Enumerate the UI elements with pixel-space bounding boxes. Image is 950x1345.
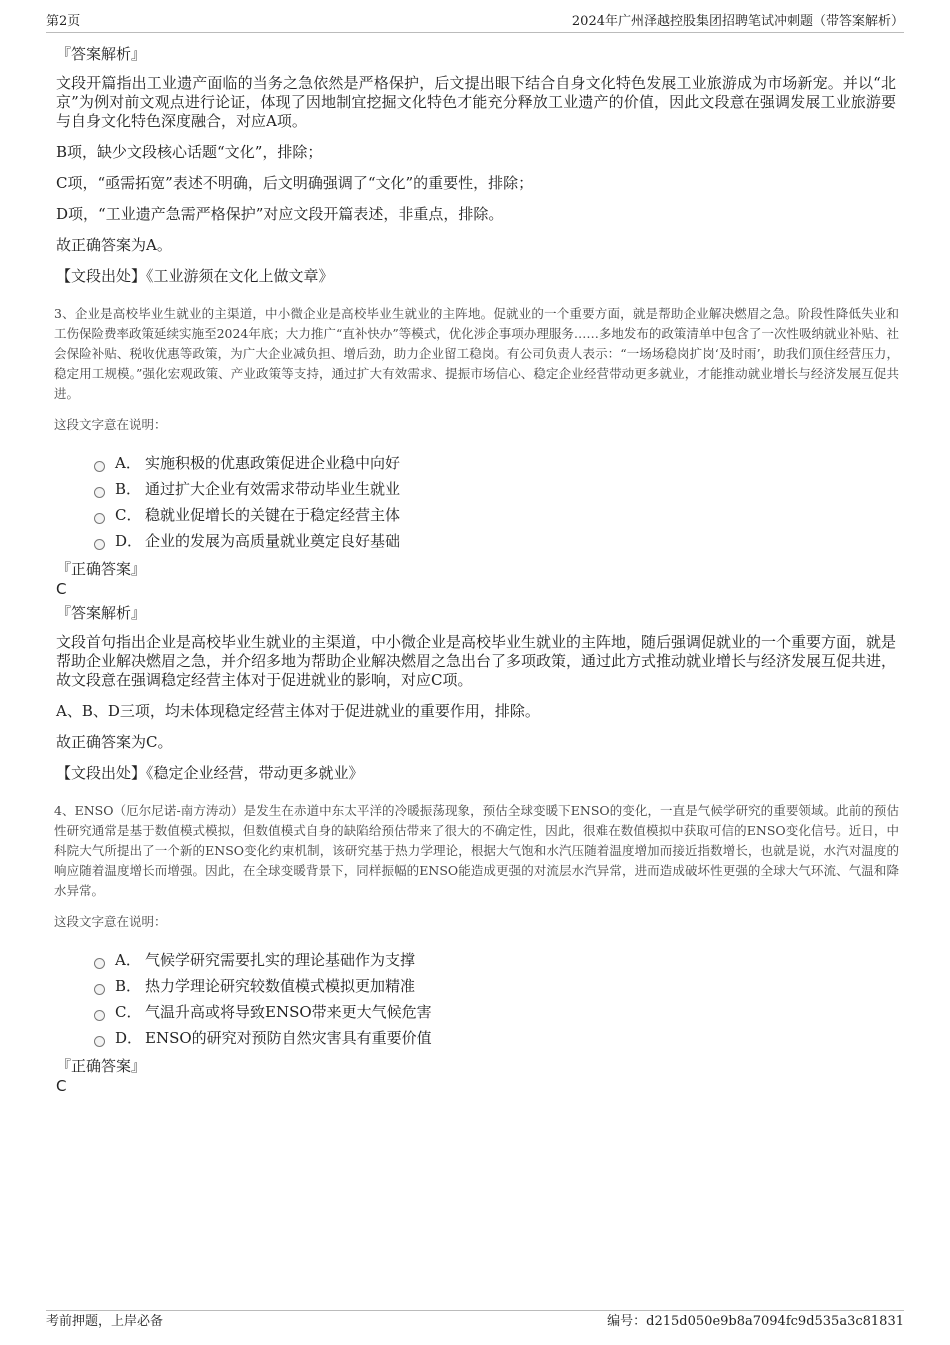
- radio-button[interactable]: [94, 1010, 105, 1021]
- q3-conclusion: 故正确答案为C。: [56, 733, 173, 751]
- radio-button[interactable]: [94, 958, 105, 969]
- q2-option-d-note: D项，“工业遗产急需严格保护”对应文段开篇表述，非重点，排除。: [56, 205, 504, 223]
- q3-answer: C: [56, 580, 67, 598]
- document-title: 2024年广州泽越控股集团招聘笔试冲刺题（带答案解析）: [571, 14, 904, 29]
- q4-option-d[interactable]: D． ENSO的研究对预防自然灾害具有重要价值: [94, 1025, 896, 1051]
- radio-button[interactable]: [94, 984, 105, 995]
- document-body: [54, 44, 899, 1100]
- q3-options: [94, 450, 896, 554]
- q3-answer-label: 『正确答案』: [56, 560, 147, 578]
- q4-option-a[interactable]: A． 气候学研究需要扎实的理论基础作为支撑: [94, 947, 896, 973]
- q2-option-b-note: B项，缺少文段核心话题“文化”，排除；: [56, 143, 323, 161]
- q2-analysis: 文段开篇指出工业遗产面临的当务之急依然是严格保护，后文提出眼下结合自身文化特色发展工业旅游成为市场新宠。并以“北京”为例对前文观点进行论证，体现了因地制宜挖掘文化特色才能充分释放工业遗产的价值，因此文段意在强调发展工业旅游要与自身文化特色深度融合，对应A项。: [56, 74, 896, 130]
- q4-option-b[interactable]: B． 热力学理论研究较数值模式模拟更加精准: [94, 973, 896, 999]
- q4-passage: 4、ENSO（厄尔尼诺-南方涛动）是发生在赤道中东太平洋的冷暖振荡现象，预估全球变暖下ENSO的变化，一直是气候学研究的重要领域。此前的预估性研究通常是基于数值模式模拟，但数值模式自身的缺陷给预估带来了很大的不确定性，因此，很难在数值模拟中获取可信的ENSO变化信号。近日，中科院大气所提出了一个新的ENSO变化约束机制，该研究基于热力学理论，根据大气饱和水汽压随着温度增加而接近指数增长，也就是说，水汽对温度的响应随着温度增长而增强。因此，在全球变暖背景下，同样振幅的ENSO能造成更强的对流层水汽异常，进而造成破坏性更强的全球大气环流、气温和降水异常。: [54, 803, 899, 898]
- radio-button[interactable]: [94, 487, 105, 498]
- page-number: 第2页: [46, 14, 81, 29]
- q3-option-a[interactable]: A． 实施积极的优惠政策促进企业稳中向好: [94, 450, 896, 476]
- q3-abd-note: A、B、D三项，均未体现稳定经营主体对于促进就业的重要作用，排除。: [56, 702, 540, 720]
- q3-analysis-label: 『答案解析』: [56, 604, 147, 622]
- page-header: [46, 14, 904, 33]
- page-footer: [46, 1310, 904, 1332]
- q3-option-c[interactable]: C． 稳就业促增长的关键在于稳定经营主体: [94, 502, 896, 528]
- q3-option-b[interactable]: B． 通过扩大企业有效需求带动毕业生就业: [94, 476, 896, 502]
- q3-option-d[interactable]: D． 企业的发展为高质量就业奠定良好基础: [94, 528, 896, 554]
- q3-question: 这段文字意在说明：: [54, 417, 167, 432]
- radio-button[interactable]: [94, 461, 105, 472]
- q3-passage: 3、企业是高校毕业生就业的主渠道，中小微企业是高校毕业生就业的主阵地。促就业的一个重要方面，就是帮助企业解决燃眉之急。阶段性降低失业和工伤保险费率政策延续实施至2024年底；大力推广“直补快办”等模式，优化涉企事项办理服务……多地发布的政策清单中包含了一次性吸纳就业补贴、社会保险补贴、税收优惠等政策，为广大企业减负担、增后劲，助力企业留工稳岗。有公司负责人表示：“一场场稳岗扩岗‘及时雨’，助我们顶住经营压力，稳定用工规模。”强化宏观政策、产业政策等支持，通过扩大有效需求、提振市场信心、稳定企业经营带动更多就业，才能推动就业增长与经济发展互促共进。: [54, 306, 899, 401]
- q2-conclusion: 故正确答案为A。: [56, 236, 172, 254]
- q3-source: 【文段出处】《稳定企业经营，带动更多就业》: [56, 764, 364, 782]
- footer-slogan: 考前押题，上岸必备: [46, 1314, 164, 1329]
- q4-question: 这段文字意在说明：: [54, 914, 167, 929]
- q3-analysis: 文段首句指出企业是高校毕业生就业的主渠道，中小微企业是高校毕业生就业的主阵地，随后强调促就业的一个重要方面，就是帮助企业解决燃眉之急，并介绍多地为帮助企业解决燃眉之急出台了多项政策，通过此方式推动就业增长与经济发展互促共进，故文段意在强调稳定经营主体对于促进就业的影响，对应C项。: [56, 633, 897, 689]
- q4-answer: C: [56, 1077, 67, 1095]
- q2-analysis-label: 『答案解析』: [56, 45, 147, 63]
- q4-option-c[interactable]: C． 气温升高或将导致ENSO带来更大气候危害: [94, 999, 896, 1025]
- radio-button[interactable]: [94, 513, 105, 524]
- q4-answer-label: 『正确答案』: [56, 1057, 147, 1075]
- radio-button[interactable]: [94, 1036, 105, 1047]
- q4-options: [94, 947, 896, 1051]
- radio-button[interactable]: [94, 539, 105, 550]
- q2-source: 【文段出处】《工业游须在文化上做文章》: [56, 267, 334, 285]
- document-code: 编号：d215d050e9b8a7094fc9d535a3c81831: [607, 1314, 904, 1329]
- q2-option-c-note: C项，“亟需拓宽”表述不明确，后文明确强调了“文化”的重要性，排除；: [56, 174, 534, 192]
